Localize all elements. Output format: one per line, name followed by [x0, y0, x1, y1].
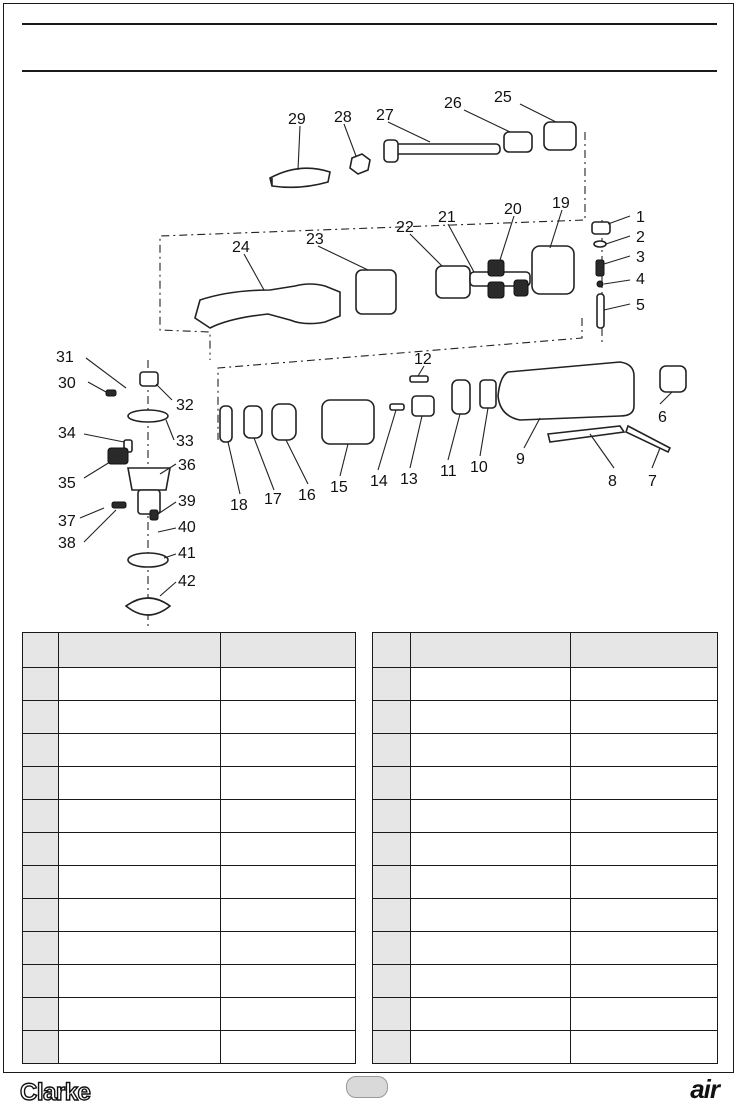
part-42-shape — [126, 598, 170, 615]
leader-28 — [344, 124, 356, 156]
table-row — [23, 866, 356, 899]
callout-32: 32 — [176, 397, 194, 414]
part-1-shape — [592, 222, 610, 234]
part-30-shape — [106, 390, 116, 396]
leader-7 — [652, 448, 660, 468]
part-29-shape — [270, 168, 330, 187]
part-16-shape — [272, 404, 296, 440]
leader-32 — [156, 384, 172, 400]
callout-38: 38 — [58, 535, 76, 552]
table-row — [23, 1031, 356, 1064]
table-row — [373, 1031, 718, 1064]
part-41-shape — [128, 553, 168, 567]
table-row — [373, 800, 718, 833]
part-7-shape — [626, 426, 670, 452]
part-13-shape — [412, 396, 434, 416]
callout-33: 33 — [176, 433, 194, 450]
leader-5 — [604, 304, 630, 310]
table-row — [373, 899, 718, 932]
table-row — [373, 932, 718, 965]
leader-42 — [160, 582, 176, 596]
part-20-shape — [488, 260, 504, 276]
callout-15: 15 — [330, 479, 348, 496]
callout-16: 16 — [298, 487, 316, 504]
exploded-parts-diagram — [0, 70, 739, 630]
part-23-shape — [356, 270, 396, 314]
table-row — [373, 701, 718, 734]
leader-29 — [298, 126, 300, 170]
callout-26: 26 — [444, 95, 462, 112]
callout-20: 20 — [504, 201, 522, 218]
callout-23: 23 — [306, 231, 324, 248]
leader-4 — [604, 280, 630, 284]
callout-2: 2 — [636, 229, 645, 246]
part-24-shape — [195, 284, 340, 328]
part-5-shape — [597, 294, 604, 328]
callout-3: 3 — [636, 249, 645, 266]
leader-16 — [286, 440, 308, 484]
part-8-shape — [548, 426, 624, 442]
table-row — [373, 998, 718, 1031]
parts-table-left — [22, 632, 356, 1064]
part-17-shape — [244, 406, 262, 438]
callout-27: 27 — [376, 107, 394, 124]
callout-41: 41 — [178, 545, 196, 562]
part-27-shape — [390, 144, 500, 154]
callout-36: 36 — [178, 457, 196, 474]
callout-25: 25 — [494, 89, 512, 106]
leader-24 — [244, 254, 264, 290]
leader-23 — [318, 246, 368, 270]
callout-35: 35 — [58, 475, 76, 492]
callout-1: 1 — [636, 209, 645, 226]
table-row — [23, 668, 356, 701]
part-28-shape — [350, 154, 370, 174]
table-header — [23, 633, 356, 668]
callout-12: 12 — [414, 351, 432, 368]
callout-29: 29 — [288, 111, 306, 128]
leader-17 — [254, 438, 274, 490]
leader-19 — [550, 210, 562, 248]
callout-7: 7 — [648, 473, 657, 490]
table-row — [373, 767, 718, 800]
part-32-shape — [140, 372, 158, 386]
callout-5: 5 — [636, 297, 645, 314]
table-row — [23, 734, 356, 767]
callout-11: 11 — [440, 463, 457, 480]
callout-30: 30 — [58, 375, 76, 392]
table-row — [23, 965, 356, 998]
part-25-shape — [544, 122, 576, 150]
callout-39: 39 — [178, 493, 196, 510]
part-20c-shape — [514, 280, 528, 296]
air-logo: air — [690, 1074, 719, 1104]
leader-3 — [604, 256, 630, 264]
clarke-logo — [18, 1078, 118, 1104]
part-11-shape — [452, 380, 470, 414]
leader-18 — [228, 442, 240, 494]
leader-21 — [448, 224, 474, 272]
table-row — [373, 734, 718, 767]
callout-9: 9 — [516, 451, 525, 468]
callout-10: 10 — [470, 459, 488, 476]
table-row — [373, 965, 718, 998]
leader-40 — [158, 528, 176, 532]
page-number-badge — [346, 1076, 388, 1098]
parts-table-right — [372, 632, 718, 1064]
callout-14: 14 — [370, 473, 388, 490]
clarke-logo-text: Clarke — [20, 1079, 91, 1104]
callout-6: 6 — [658, 409, 667, 426]
leader-31 — [86, 358, 126, 388]
leader-22 — [410, 234, 442, 266]
leader-37 — [80, 508, 104, 518]
part-20b-shape — [488, 282, 504, 298]
table-row — [23, 800, 356, 833]
leader-33 — [166, 420, 174, 440]
part-14-shape — [390, 404, 404, 410]
part-39-shape — [150, 510, 158, 520]
table-row — [23, 998, 356, 1031]
callout-17: 17 — [264, 491, 282, 508]
leader-6 — [660, 392, 672, 404]
table-row — [23, 701, 356, 734]
part-27-head — [384, 140, 398, 162]
table-row — [373, 833, 718, 866]
part-12-shape — [410, 376, 428, 382]
leader-26 — [464, 110, 510, 132]
leader-34 — [84, 434, 124, 442]
callout-13: 13 — [400, 471, 418, 488]
table-header — [373, 633, 718, 668]
leader-15 — [340, 444, 348, 476]
callout-22: 22 — [396, 219, 414, 236]
part-35-shape — [108, 448, 128, 464]
callout-37: 37 — [58, 513, 76, 530]
part-22-shape — [436, 266, 470, 298]
callout-21: 21 — [438, 209, 456, 226]
callout-18: 18 — [230, 497, 248, 514]
callout-4: 4 — [636, 271, 645, 288]
leader-27 — [388, 122, 430, 142]
leader-35 — [84, 462, 110, 478]
leader-2 — [606, 236, 630, 244]
callout-42: 42 — [178, 573, 196, 590]
part-15-shape — [322, 400, 374, 444]
leader-14 — [378, 410, 396, 470]
leader-10 — [480, 408, 488, 456]
part-3-shape — [596, 260, 604, 276]
callout-28: 28 — [334, 109, 352, 126]
part-9-shape — [498, 362, 634, 420]
part-2-shape — [594, 241, 606, 247]
table-row — [23, 899, 356, 932]
part-6-shape — [660, 366, 686, 392]
part-19-shape — [532, 246, 574, 294]
part-10-shape — [480, 380, 496, 408]
assembly-line-upper — [160, 132, 585, 360]
leader-30 — [88, 382, 106, 392]
leader-25 — [520, 104, 556, 122]
callout-24: 24 — [232, 239, 250, 256]
callout-8: 8 — [608, 473, 617, 490]
table-row — [23, 932, 356, 965]
callout-40: 40 — [178, 519, 196, 536]
part-18-shape — [220, 406, 232, 442]
part-4-shape — [597, 281, 603, 287]
leader-8 — [590, 434, 614, 468]
table-row — [373, 668, 718, 701]
callout-31: 31 — [56, 349, 74, 366]
leader-13 — [410, 416, 422, 468]
part-26-shape — [504, 132, 532, 152]
leader-1 — [608, 216, 630, 224]
header-rule-top — [22, 23, 717, 25]
callout-34: 34 — [58, 425, 76, 442]
part-33-shape — [128, 410, 168, 422]
table-row — [23, 767, 356, 800]
table-row — [23, 833, 356, 866]
leader-9 — [524, 418, 540, 448]
leader-11 — [448, 414, 460, 460]
table-row — [373, 866, 718, 899]
part-38-shape — [112, 502, 126, 508]
callout-19: 19 — [552, 195, 570, 212]
